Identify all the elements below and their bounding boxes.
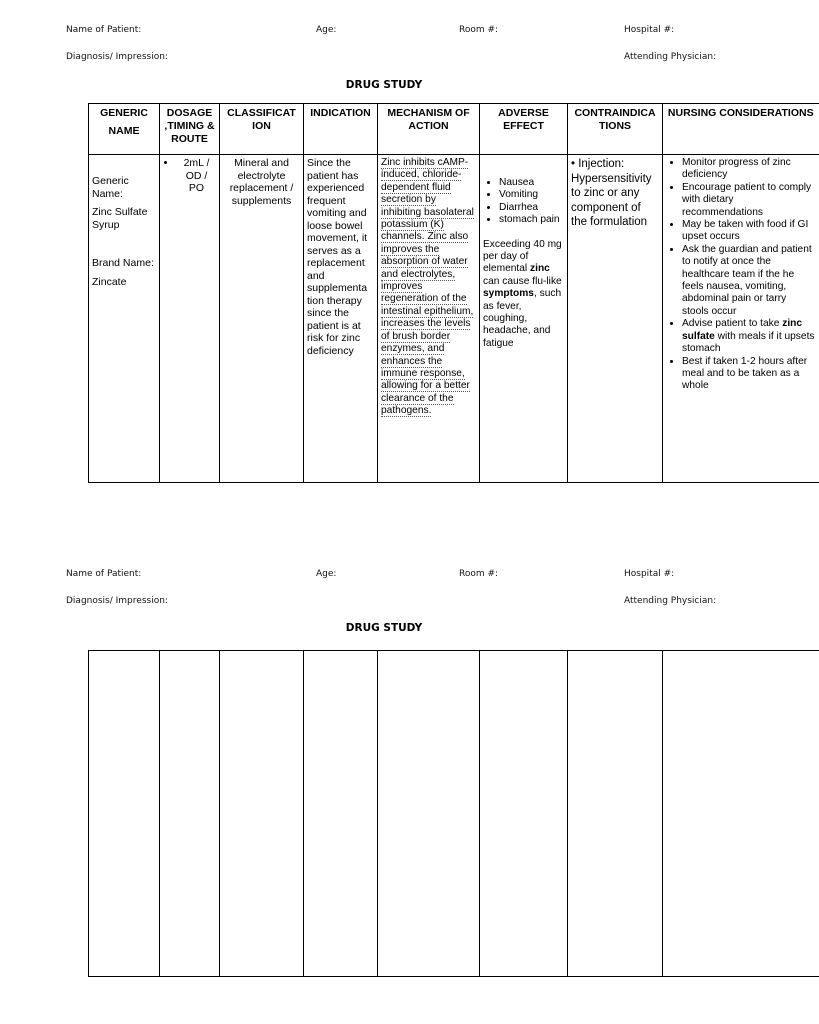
blank-cell[interactable] bbox=[89, 651, 160, 977]
dosage-item: • 2mL / OD / PO bbox=[177, 157, 216, 195]
cell-mechanism bbox=[378, 155, 480, 483]
cell-contraindications: • Injection: Hypersensitivity to zinc or any component of the formulation bbox=[568, 155, 663, 483]
adverse-note-text: , such as fever, coughing, headache, and fatigue bbox=[483, 288, 562, 349]
hospital-label: Hospital #: bbox=[624, 25, 675, 35]
blank-cell[interactable] bbox=[220, 651, 304, 977]
adverse-note bbox=[483, 239, 564, 351]
mechanism-text: Zinc inhibits cAMP-induced, chloride-dependent fluid secretion by inhibiting basolateral potassium (K) channels. Zinc also improves the absorption of water and electrolytes, improves regeneration of the intestinal epithelium, increases the levels of brush border enzymes, and enhances the immune response, allowing for a better clearance of the pathogens. bbox=[381, 157, 474, 417]
name-of-patient-label: Name of Patient: bbox=[66, 25, 142, 35]
cell-nursing bbox=[663, 155, 819, 483]
col-indication: INDICATION bbox=[304, 104, 378, 155]
cell-classification: Mineral and electrolyte replacement / supplements bbox=[220, 155, 304, 483]
col-generic-name bbox=[89, 104, 160, 155]
page-title-2: DRUG STUDY bbox=[345, 622, 423, 634]
cell-dosage bbox=[160, 155, 220, 483]
table-row bbox=[89, 155, 819, 483]
name-of-patient-label-2: Name of Patient: bbox=[66, 569, 142, 579]
drug-study-table-wrapper bbox=[88, 103, 815, 487]
drug-study-table bbox=[88, 103, 819, 483]
table-header-row bbox=[89, 104, 819, 155]
blank-drug-study-table bbox=[88, 650, 819, 977]
blank-cell[interactable] bbox=[160, 651, 220, 977]
cell-indication: Since the patient has experienced frequent vomiting and loose bowel movement, it serves as a replacement and supplementa tion therapy since the patient is at risk for zinc deficiency bbox=[304, 155, 378, 483]
col-mechanism: MECHANISM OF ACTION bbox=[378, 104, 480, 155]
generic-name-label: Generic Name: bbox=[92, 175, 129, 200]
nursing-text: Advise patient to take bbox=[682, 318, 783, 330]
nursing-bold: zinc sulfate bbox=[682, 318, 803, 342]
adverse-note-text: can cause flu-like bbox=[483, 275, 562, 287]
generic-name-value: Zinc Sulfate Syrup bbox=[92, 206, 148, 231]
brand-name-label: Brand Name: bbox=[92, 257, 154, 269]
col-nursing: NURSING CONSIDERATIONS bbox=[663, 104, 819, 155]
blank-cell[interactable] bbox=[568, 651, 663, 977]
room-label: Room #: bbox=[459, 25, 499, 35]
nursing-item: • Encourage patient to comply with dietary recommendations bbox=[682, 182, 816, 219]
blank-cell[interactable] bbox=[378, 651, 480, 977]
adverse-note-bold: zinc bbox=[530, 263, 550, 275]
col-contraindications: CONTRAINDICA TIONS bbox=[568, 104, 663, 155]
nursing-item: • Ask the guardian and patient to notify at once the healthcare team if the he feels nausea, vomiting, abdominal pain or tarry stools occur bbox=[682, 244, 816, 318]
nursing-list bbox=[666, 157, 816, 393]
age-label-2: Age: bbox=[316, 569, 337, 579]
page-title: DRUG STUDY bbox=[345, 79, 423, 91]
blank-drug-study-table-wrapper bbox=[88, 650, 768, 980]
col-adverse-effect: ADVERSE EFFECT bbox=[480, 104, 568, 155]
col-generic-line2: NAME bbox=[108, 125, 140, 137]
nursing-item: • Monitor progress of zinc deficiency bbox=[682, 157, 816, 182]
attending-physician-label-2: Attending Physician: bbox=[624, 596, 717, 606]
col-generic-line1: GENERIC bbox=[100, 107, 148, 119]
diagnosis-label-2: Diagnosis/ Impression: bbox=[66, 596, 168, 606]
adverse-note-text: Exceeding 40 mg per day of elemental bbox=[483, 238, 562, 275]
cell-generic-name bbox=[89, 155, 160, 483]
col-classification: CLASSIFICAT ION bbox=[220, 104, 304, 155]
nursing-text: with meals if it upsets stomach bbox=[682, 330, 815, 355]
brand-name-value: Zincate bbox=[92, 275, 127, 288]
blank-cell[interactable] bbox=[480, 651, 568, 977]
adverse-list bbox=[483, 177, 564, 227]
adverse-item: • Vomiting bbox=[499, 189, 564, 201]
cell-adverse-effect bbox=[480, 155, 568, 483]
adverse-item: • Nausea bbox=[499, 177, 564, 189]
blank-cell[interactable] bbox=[304, 651, 378, 977]
room-label-2: Room #: bbox=[459, 569, 499, 579]
blank-cell[interactable] bbox=[663, 651, 819, 977]
adverse-item: • stomach pain bbox=[499, 214, 564, 226]
diagnosis-label: Diagnosis/ Impression: bbox=[66, 52, 168, 62]
nursing-item bbox=[682, 318, 816, 355]
attending-physician-label: Attending Physician: bbox=[624, 52, 717, 62]
nursing-item: • May be taken with food if GI upset occurs bbox=[682, 219, 816, 244]
col-dosage: DOSAGE ,TIMING & ROUTE bbox=[160, 104, 220, 155]
hospital-label-2: Hospital #: bbox=[624, 569, 675, 579]
age-label: Age: bbox=[316, 25, 337, 35]
nursing-item: • Best if taken 1-2 hours after meal and to be taken as a whole bbox=[682, 356, 816, 393]
adverse-note-bold: symptoms bbox=[483, 288, 534, 300]
adverse-item: • Diarrhea bbox=[499, 202, 564, 214]
blank-table-row bbox=[89, 651, 819, 977]
